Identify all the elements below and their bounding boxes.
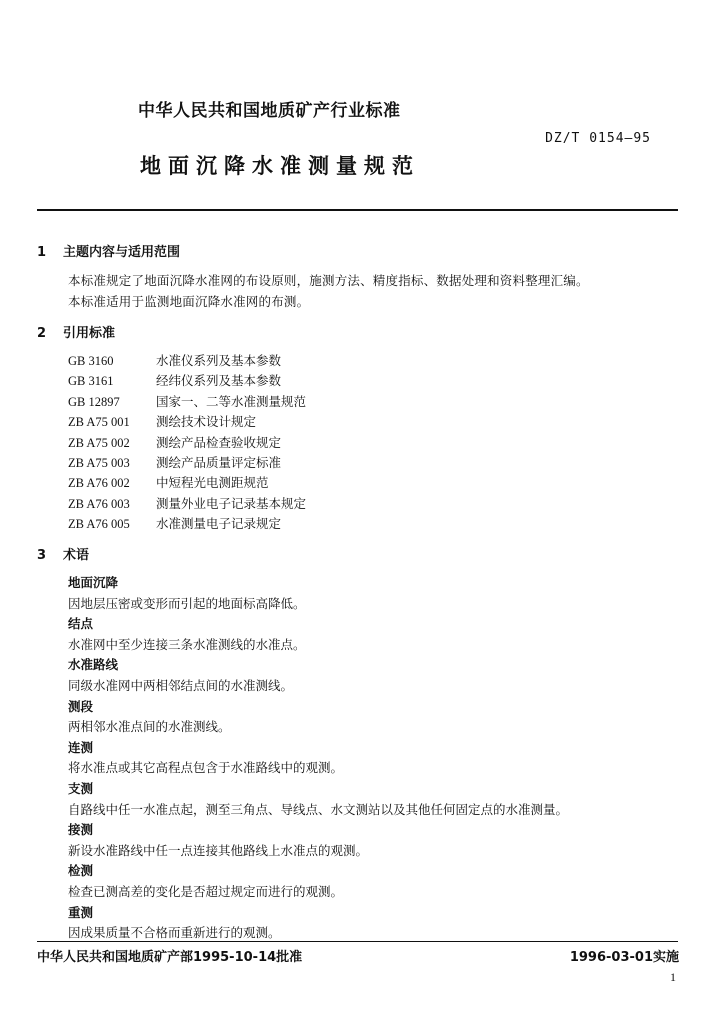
reference-item <box>68 371 306 391</box>
term-definition: 将水准点或其它高程点包含于水准路线中的观测。 <box>68 760 344 776</box>
approval-note: 中华人民共和国地质矿产部1995-10-14批准 <box>37 950 303 965</box>
reference-name: 中短程光电测距规范 <box>156 475 269 491</box>
section-3-number: 3 <box>37 548 47 563</box>
term-entry <box>68 614 568 655</box>
reference-code: GB 12897 <box>68 394 120 409</box>
issuer-name: 中华人民共和国地质矿产行业标准 <box>138 101 401 121</box>
reference-name: 水准测量电子记录规定 <box>156 516 282 532</box>
term-entry <box>68 779 568 820</box>
term-entry <box>68 861 568 902</box>
terms-list <box>68 573 568 944</box>
term-definition: 因地层压密或变形而引起的地面标高降低。 <box>68 595 306 611</box>
reference-name: 测绘产品检查验收规定 <box>156 434 282 450</box>
reference-item <box>68 494 306 514</box>
reference-code: ZB A76 002 <box>68 476 130 491</box>
section-1-heading <box>37 241 180 260</box>
reference-item <box>68 412 306 432</box>
term-name: 连测 <box>68 739 94 755</box>
term-name: 地面沉降 <box>68 575 119 590</box>
term-name: 结点 <box>68 616 94 632</box>
section-1-title: 主题内容与适用范围 <box>63 245 181 260</box>
reference-name: 测量外业电子记录基本规定 <box>156 495 307 511</box>
header-divider <box>37 209 678 211</box>
term-entry <box>68 655 568 696</box>
footer-divider <box>37 941 678 942</box>
term-entry <box>68 697 568 738</box>
term-name: 测段 <box>68 698 94 714</box>
reference-code: GB 3160 <box>68 354 114 368</box>
term-entry <box>68 738 568 779</box>
section-2-heading <box>37 322 115 341</box>
reference-name: 经纬仪系列及基本参数 <box>156 373 282 389</box>
reference-code: GB 3161 <box>68 374 114 389</box>
reference-name: 国家一、二等水准测量规范 <box>156 393 307 409</box>
reference-item <box>68 453 306 473</box>
term-definition: 检查已测高差的变化是否超过规定而进行的观测。 <box>68 883 344 899</box>
reference-code: ZB A76 005 <box>68 517 130 532</box>
document-title: 地面沉降水准测量规范 <box>140 154 420 178</box>
standard-code: DZ/T 0154—95 <box>545 131 651 146</box>
term-definition: 新设水准路线中任一点连接其他路线上水准点的观测。 <box>68 842 369 858</box>
reference-item <box>68 473 306 493</box>
term-name: 支测 <box>68 780 94 796</box>
term-name: 重测 <box>68 904 94 920</box>
page-number: 1 <box>670 970 676 984</box>
term-definition: 因成果质量不合格而重新进行的观测。 <box>68 925 281 941</box>
section-2-number: 2 <box>37 326 47 341</box>
term-name: 检测 <box>68 863 94 879</box>
term-entry <box>68 573 568 614</box>
section-1-number: 1 <box>37 245 47 260</box>
reference-item <box>68 392 306 412</box>
implementation-date: 1996-03-01实施 <box>569 950 679 965</box>
section-1-paragraph: 本标准规定了地面沉降水准网的布设原则，施测方法、精度指标、数据处理和资料整理汇编。 <box>68 273 589 288</box>
reference-name: 测绘技术设计规定 <box>156 414 257 430</box>
reference-code: ZB A75 001 <box>68 415 130 430</box>
section-2-title: 引用标准 <box>63 326 116 341</box>
reference-item <box>68 514 306 534</box>
term-definition: 同级水准网中两相邻结点间的水准测线。 <box>68 677 294 693</box>
reference-item <box>68 351 306 371</box>
referenced-standards-list <box>68 351 306 535</box>
term-entry <box>68 820 568 861</box>
reference-item <box>68 433 306 453</box>
term-name: 水准路线 <box>68 657 119 673</box>
term-name: 接测 <box>68 822 94 838</box>
reference-name: 测绘产品质量评定标准 <box>156 454 282 470</box>
reference-code: ZB A75 003 <box>68 455 130 470</box>
section-3-title: 术语 <box>63 548 90 563</box>
section-1-paragraph: 本标准适用于监测地面沉降水准网的布测。 <box>68 294 310 309</box>
term-definition: 两相邻水准点间的水准测线。 <box>68 719 231 735</box>
term-definition: 自路线中任一水准点起，测至三角点、导线点、水文测站以及其他任何固定点的水准测量。 <box>68 801 569 817</box>
term-entry <box>68 903 568 944</box>
reference-code: ZB A76 003 <box>68 496 130 511</box>
reference-name: 水准仪系列及基本参数 <box>156 353 282 368</box>
section-3-heading <box>37 544 89 563</box>
reference-code: ZB A75 002 <box>68 435 130 450</box>
term-definition: 水准网中至少连接三条水准测线的水准点。 <box>68 636 306 652</box>
